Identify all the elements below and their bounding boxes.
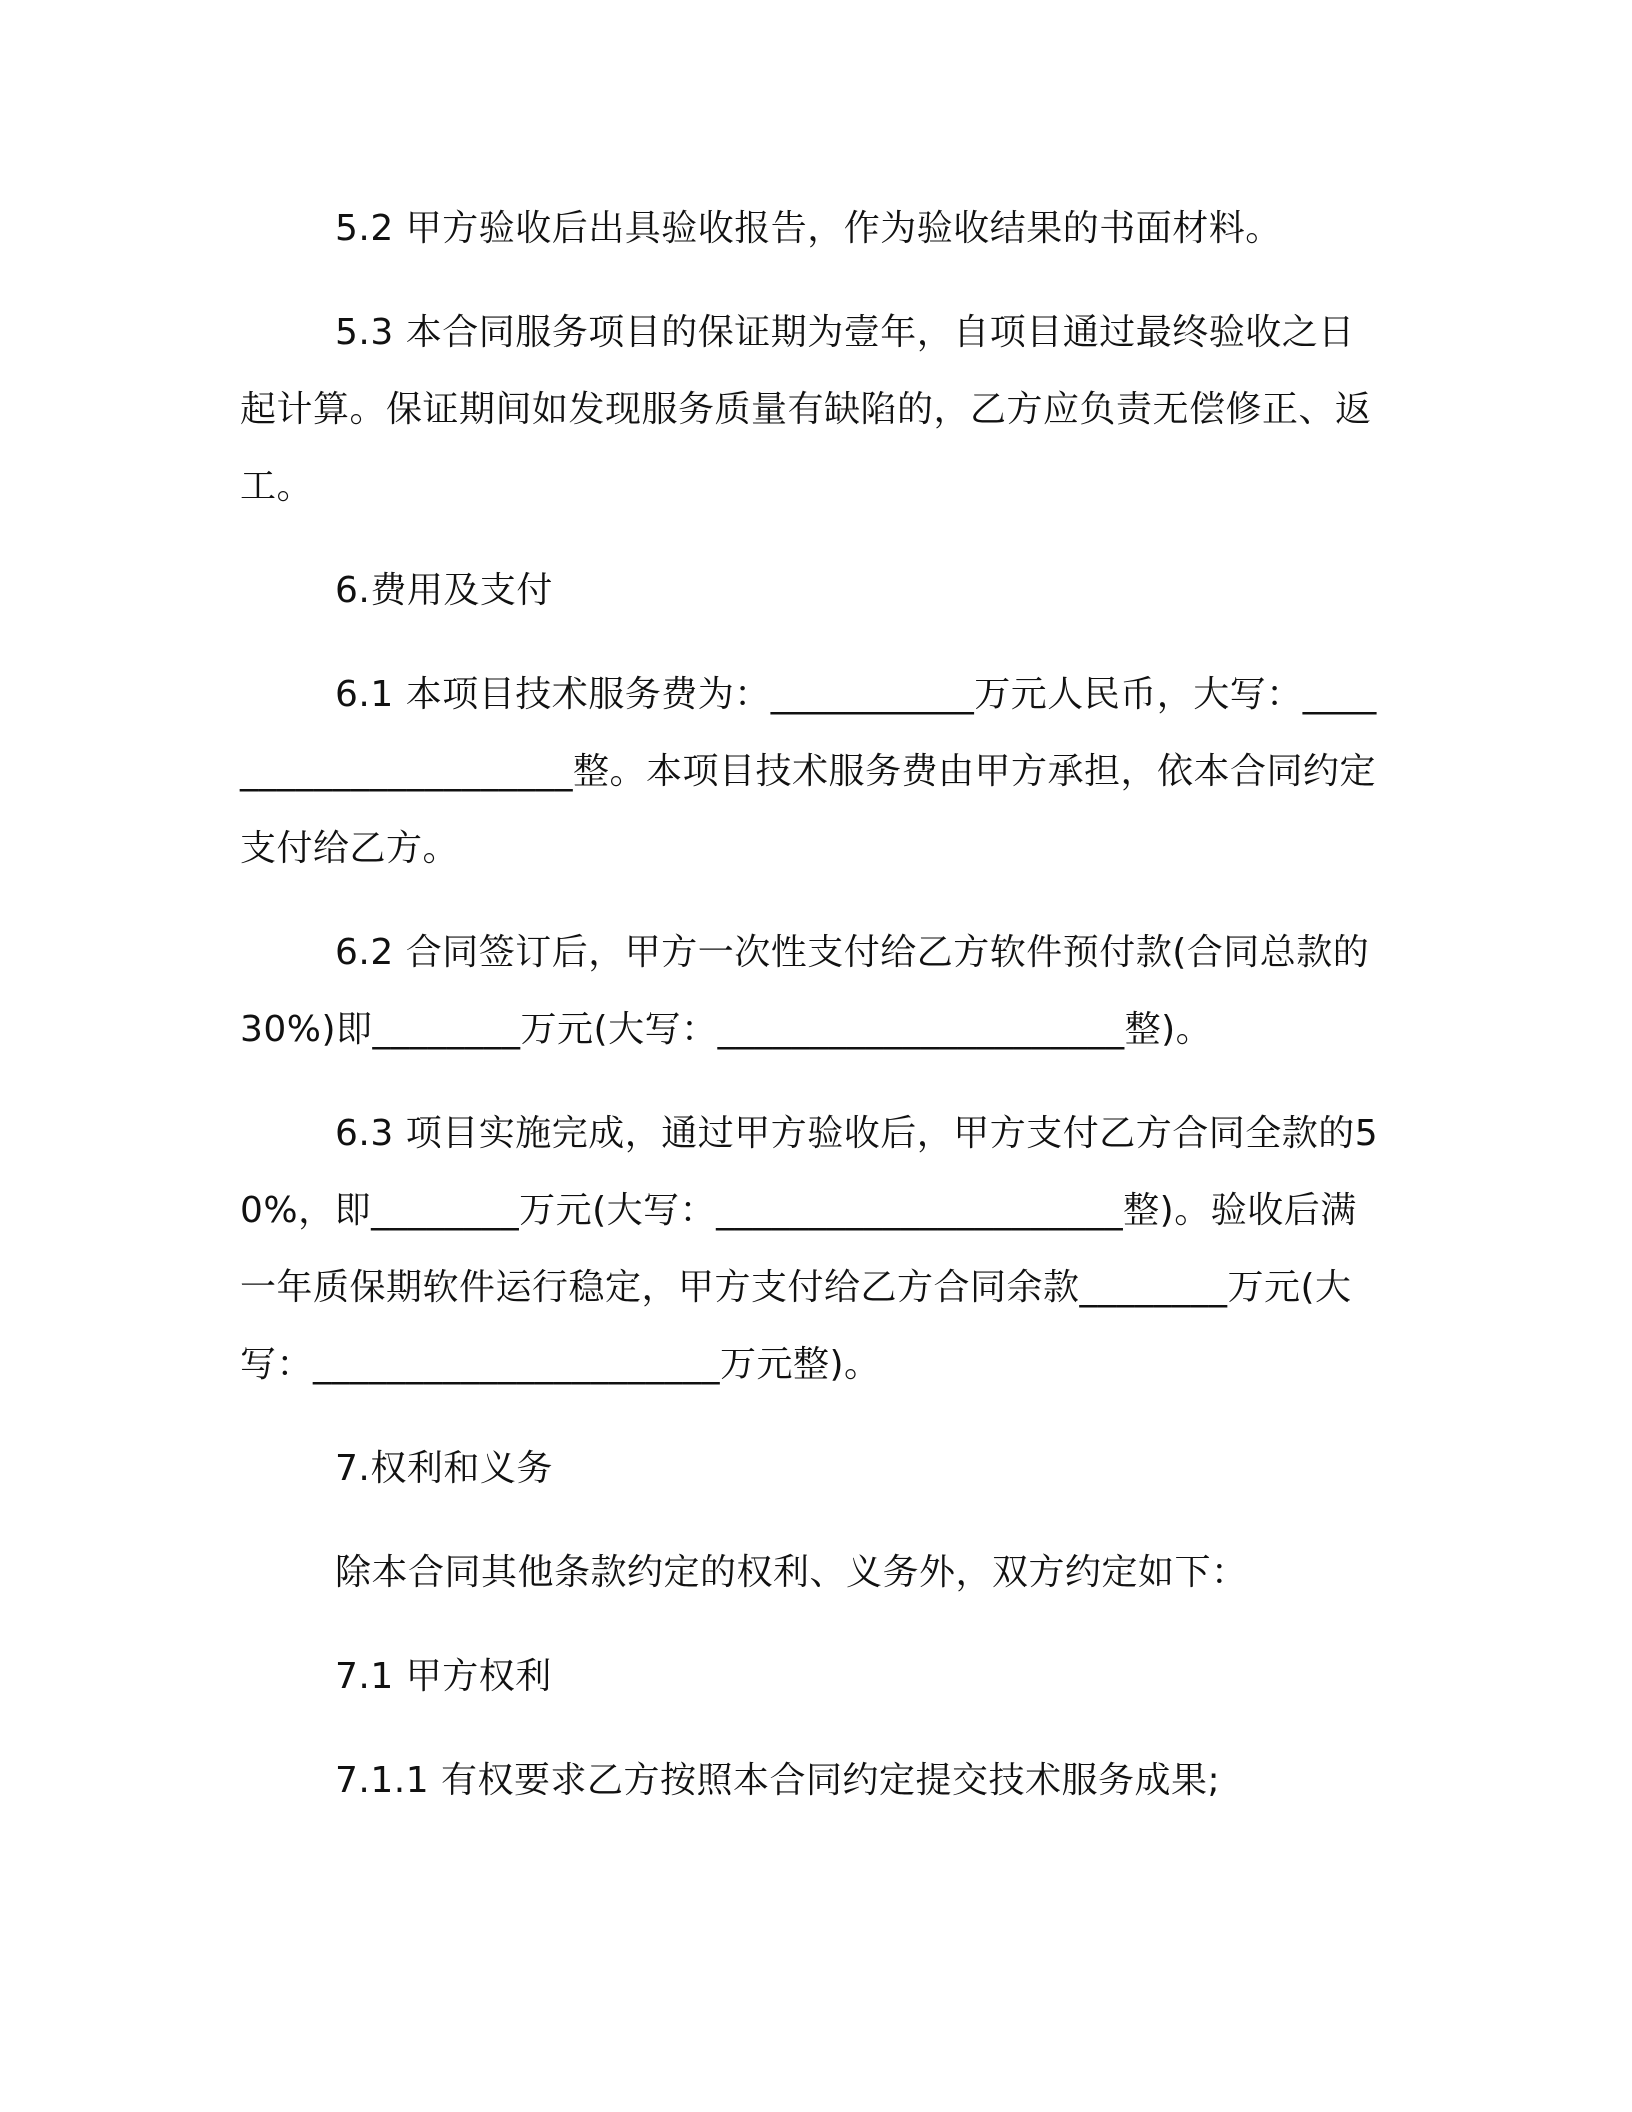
- document-body: [240, 190, 1380, 1819]
- paragraph-6-3: 6.3 项目实施完成，通过甲方验收后，甲方支付乙方合同全款的50%，即________万元(大写：______________________整)。验收后满一年质保期软件运行稳定，甲方支付给乙方合同余款________万元(大写：______________________万元整)。: [240, 1113, 1379, 1385]
- heading-7-rights: 7.权利和义务: [335, 1448, 553, 1489]
- heading-7-1: 7.1 甲方权利: [335, 1656, 552, 1697]
- paragraph-7-1-1: 7.1.1 有权要求乙方按照本合同约定提交技术服务成果;: [335, 1760, 1221, 1801]
- paragraph-5-3: 5.3 本合同服务项目的保证期为壹年，自项目通过最终验收之日起计算。保证期间如发现服务质量有缺陷的，乙方应负责无偿修正、返工。: [240, 312, 1372, 507]
- paragraph-6-1: 6.1 本项目技术服务费为：___________万元人民币，大写：______________________整。本项目技术服务费由甲方承担，依本合同约定支付给乙方。: [240, 674, 1377, 869]
- paragraph-7-intro: 除本合同其他条款约定的权利、义务外，双方约定如下：: [335, 1552, 1248, 1593]
- heading-6-fees: 6.费用及支付: [335, 570, 553, 611]
- paragraph-6-2: 6.2 合同签订后，甲方一次性支付给乙方软件预付款(合同总款的30%)即________万元(大写：______________________整)。: [240, 932, 1370, 1050]
- paragraph-5-2: 5.2 甲方验收后出具验收报告，作为验收结果的书面材料。: [335, 208, 1282, 249]
